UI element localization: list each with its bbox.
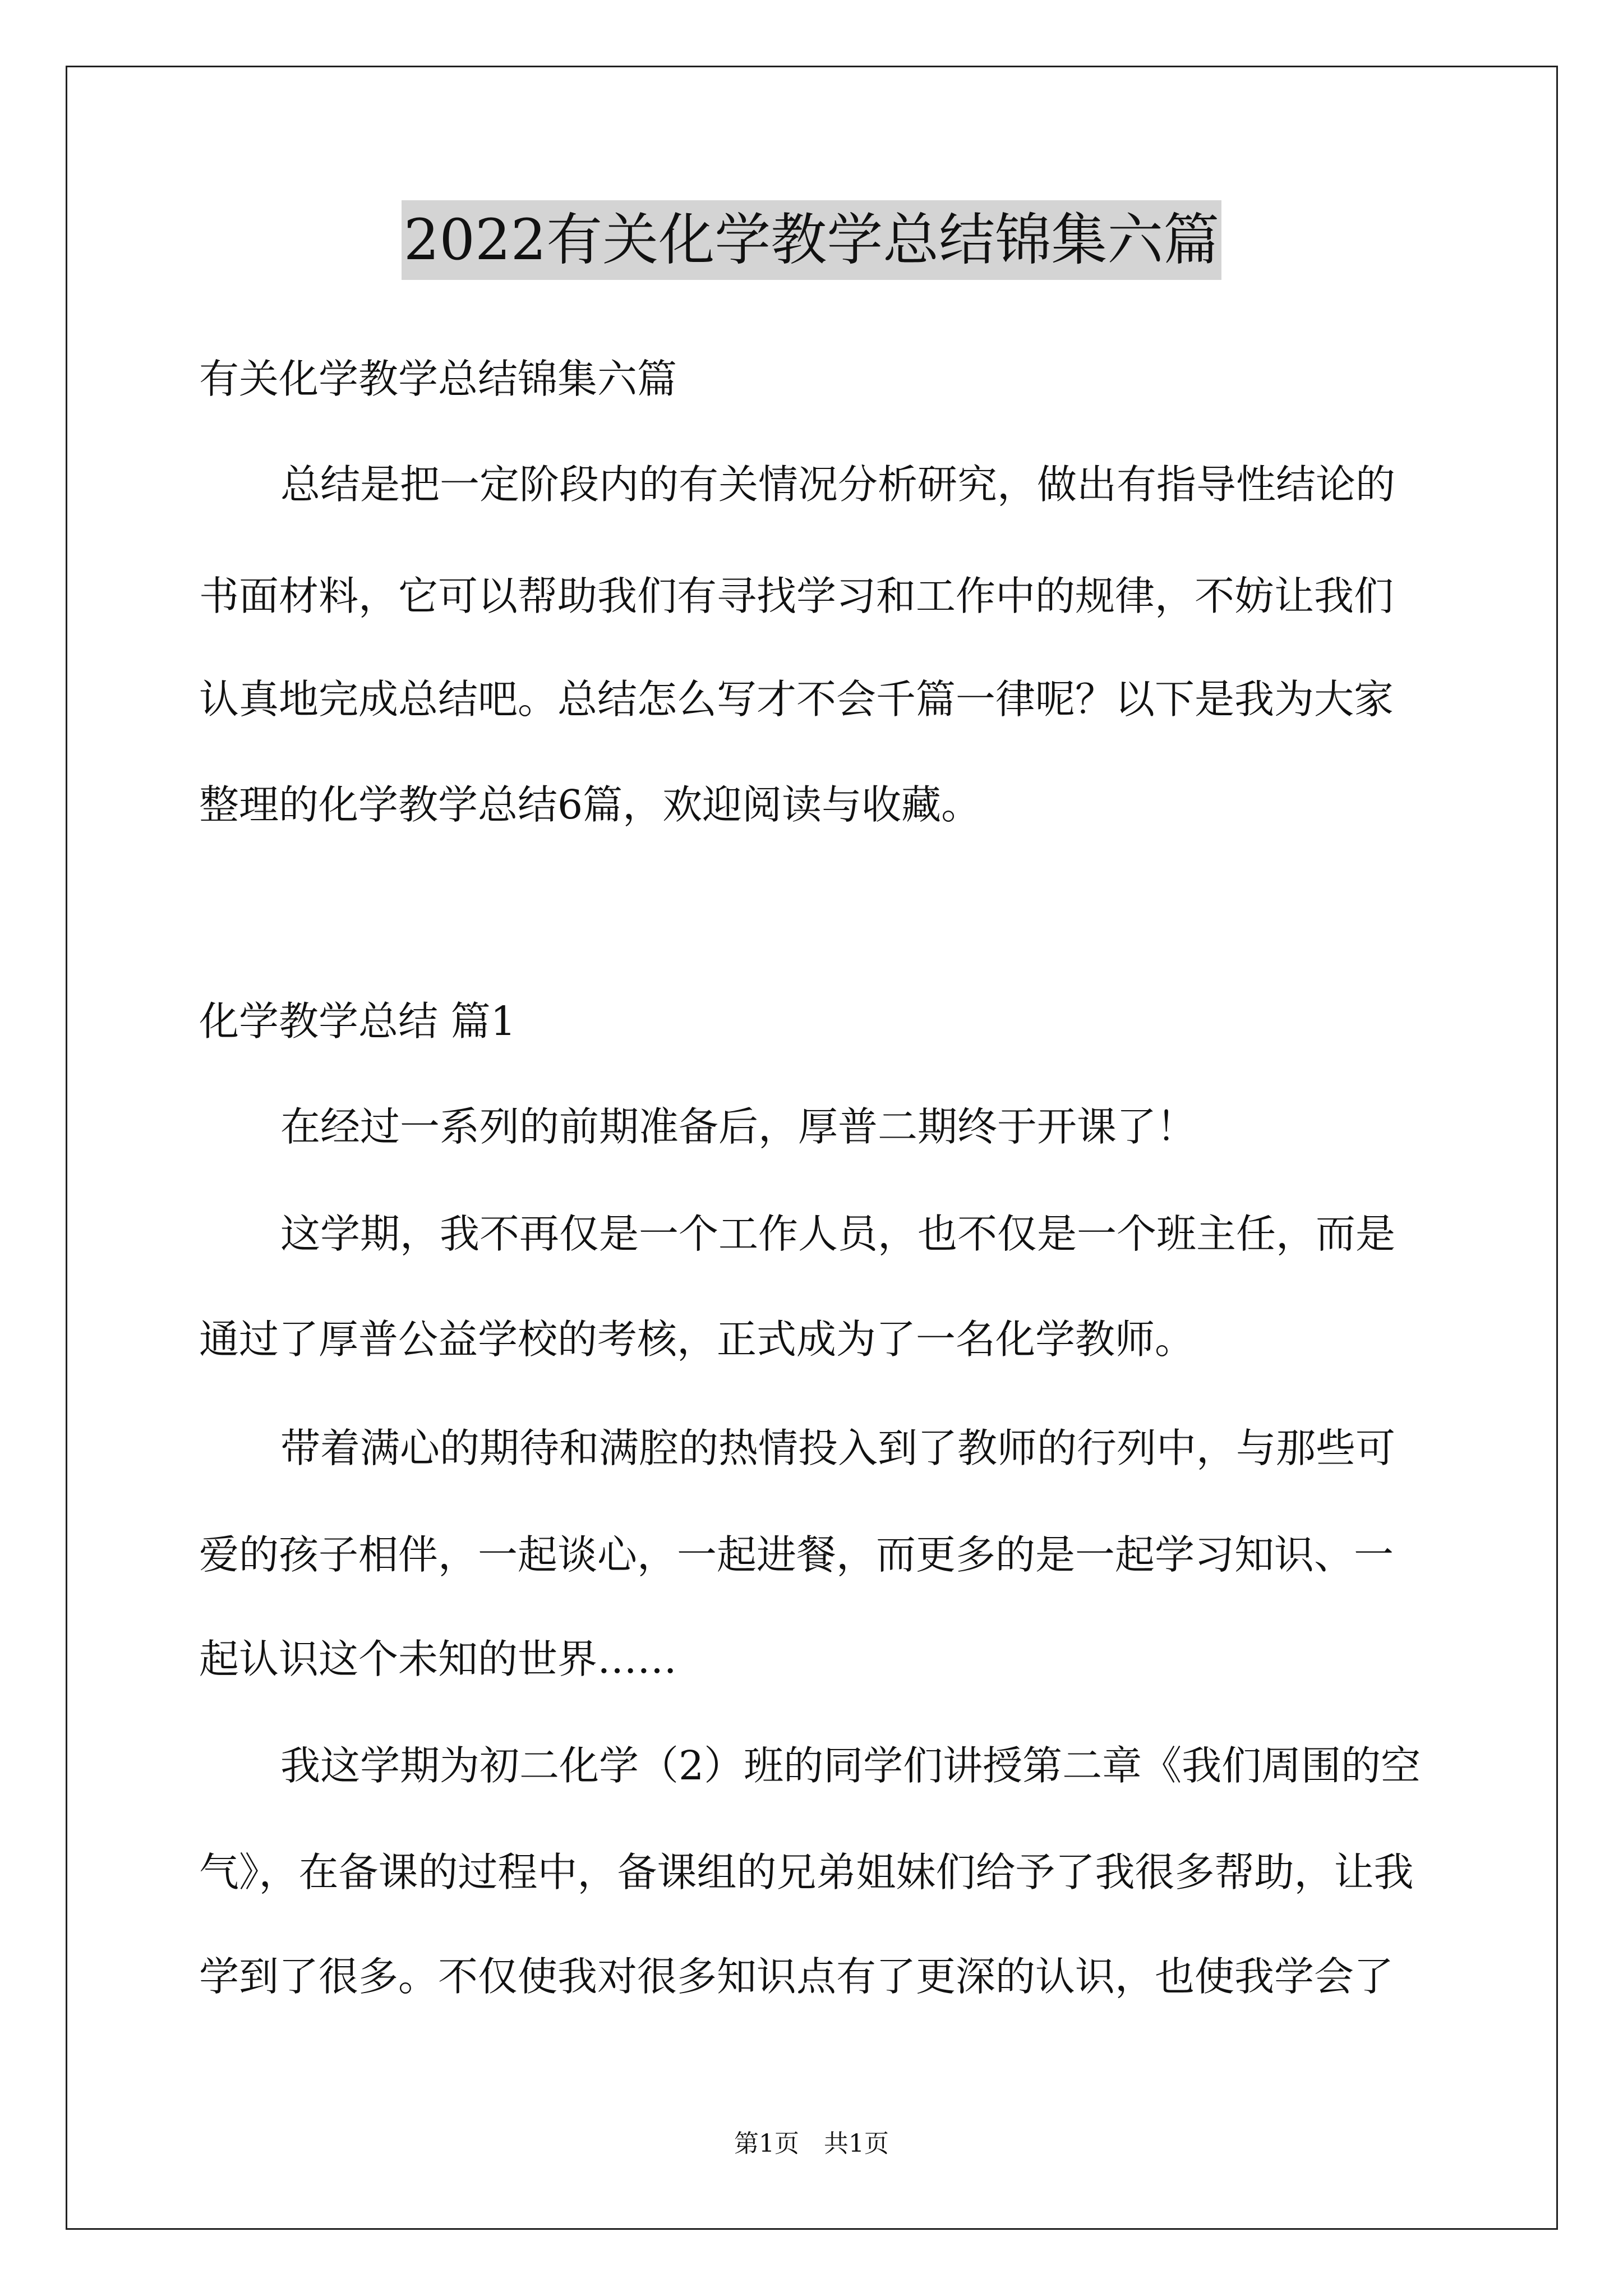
body-line-1: 在经过一系列的前期准备后，厚普二期终于开课了！ xyxy=(280,1103,1197,1150)
body-line-5: 爱的孩子相伴，一起谈心，一起进餐，而更多的是一起学习知识、一 xyxy=(199,1531,1394,1578)
body-line-7: 我这学期为初二化学（2）班的同学们讲授第二章《我们周围的空 xyxy=(280,1742,1421,1789)
body-line-6: 起认识这个未知的世界…… xyxy=(199,1636,677,1682)
intro-line-2: 书面材料，它可以帮助我们有寻找学习和工作中的规律，不妨让我们 xyxy=(199,573,1394,619)
body-line-3: 通过了厚普公益学校的考核，正式成为了一名化学教师。 xyxy=(199,1316,1195,1363)
body-line-9: 学到了很多。不仅使我对很多知识点有了更深的认识，也使我学会了 xyxy=(199,1953,1394,2000)
intro-line-3: 认真地完成总结吧。总结怎么写才不会千篇一律呢？以下是我为大家 xyxy=(199,676,1394,723)
body-line-4: 带着满心的期待和满腔的热情投入到了教师的行列中，与那些可 xyxy=(280,1425,1396,1471)
body-line-2: 这学期，我不再仅是一个工作人员，也不仅是一个班主任，而是 xyxy=(280,1211,1396,1257)
body-line-8: 气》，在备课的过程中，备课组的兄弟姐妹们给予了我很多帮助，让我 xyxy=(199,1849,1414,1895)
document-title-wrap xyxy=(0,200,1623,280)
subtitle-line: 有关化学教学总结锦集六篇 xyxy=(199,356,677,402)
section-heading: 化学教学总结 篇1 xyxy=(199,998,516,1045)
document-title: 2022有关化学教学总结锦集六篇 xyxy=(402,200,1222,280)
intro-line-1: 总结是把一定阶段内的有关情况分析研究，做出有指导性结论的 xyxy=(280,461,1396,508)
intro-line-4: 整理的化学教学总结6篇，欢迎阅读与收藏。 xyxy=(199,781,981,828)
page-number-footer: 第1页 共1页 xyxy=(734,2129,889,2158)
